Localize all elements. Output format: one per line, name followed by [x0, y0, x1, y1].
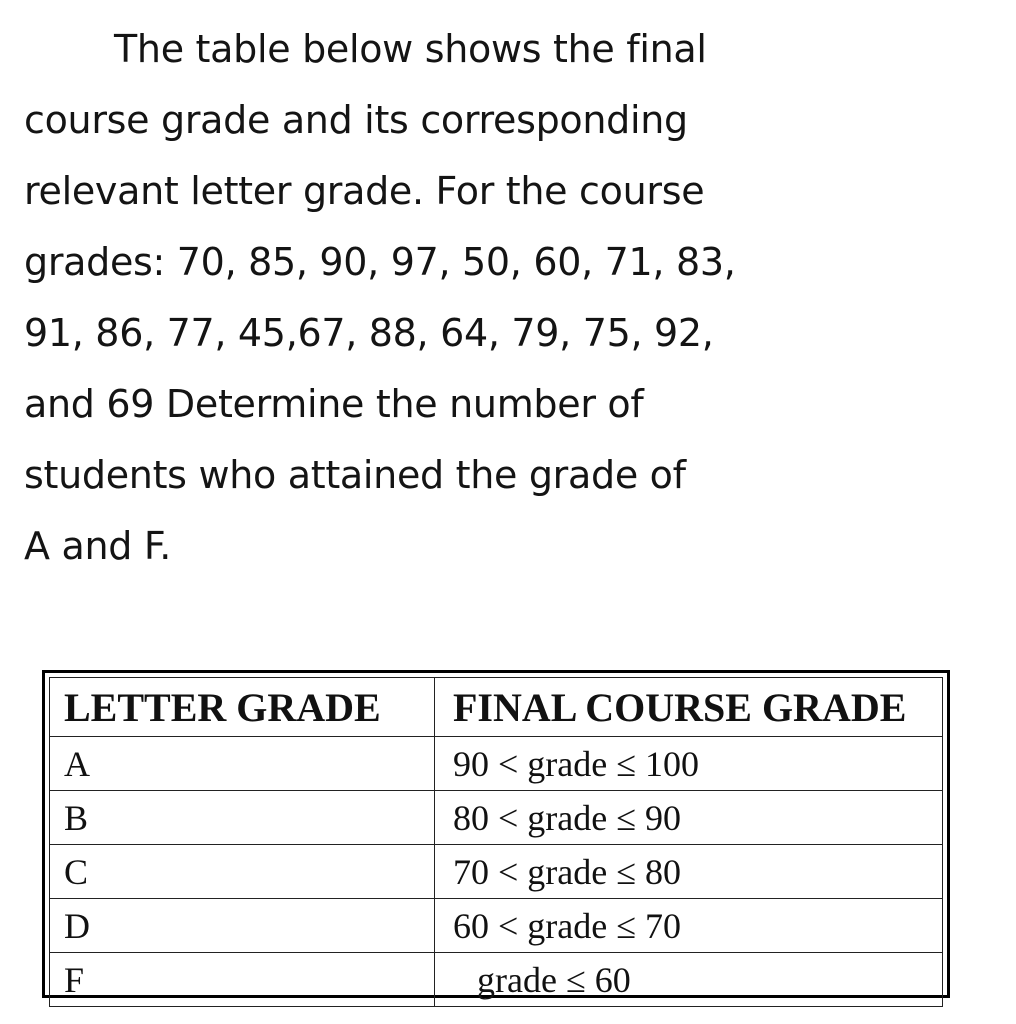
letter-cell: F: [50, 953, 435, 1007]
question-line: relevant letter grade. For the course: [24, 169, 705, 213]
header-final-course-grade: FINAL COURSE GRADE: [435, 678, 943, 737]
question-line: The table below shows the final: [114, 27, 707, 71]
question-line: and 69 Determine the number of: [24, 382, 644, 426]
letter-cell: C: [50, 845, 435, 899]
grade-table-grid: [49, 677, 943, 1007]
question-line: students who attained the grade of: [24, 453, 686, 497]
question-line: 91, 86, 77, 45,67, 88, 64, 79, 75, 92,: [24, 311, 714, 355]
range-cell: 60 < grade ≤ 70: [435, 899, 943, 953]
range-cell: 80 < grade ≤ 90: [435, 791, 943, 845]
question-line: course grade and its corresponding: [24, 98, 688, 142]
question-line: grades: 70, 85, 90, 97, 50, 60, 71, 83,: [24, 240, 736, 284]
table-row: [50, 899, 943, 953]
letter-cell: B: [50, 791, 435, 845]
header-letter-grade: LETTER GRADE: [50, 678, 435, 737]
question-line: A and F.: [24, 524, 172, 568]
range-cell: 90 < grade ≤ 100: [435, 737, 943, 791]
question-text: [24, 14, 824, 582]
range-cell: grade ≤ 60: [435, 953, 943, 1007]
letter-cell: D: [50, 899, 435, 953]
table-row: [50, 845, 943, 899]
table-row: [50, 737, 943, 791]
table-row: [50, 791, 943, 845]
grade-table: [42, 670, 950, 998]
table-header-row: [50, 678, 943, 737]
range-cell: 70 < grade ≤ 80: [435, 845, 943, 899]
table-row: [50, 953, 943, 1007]
letter-cell: A: [50, 737, 435, 791]
